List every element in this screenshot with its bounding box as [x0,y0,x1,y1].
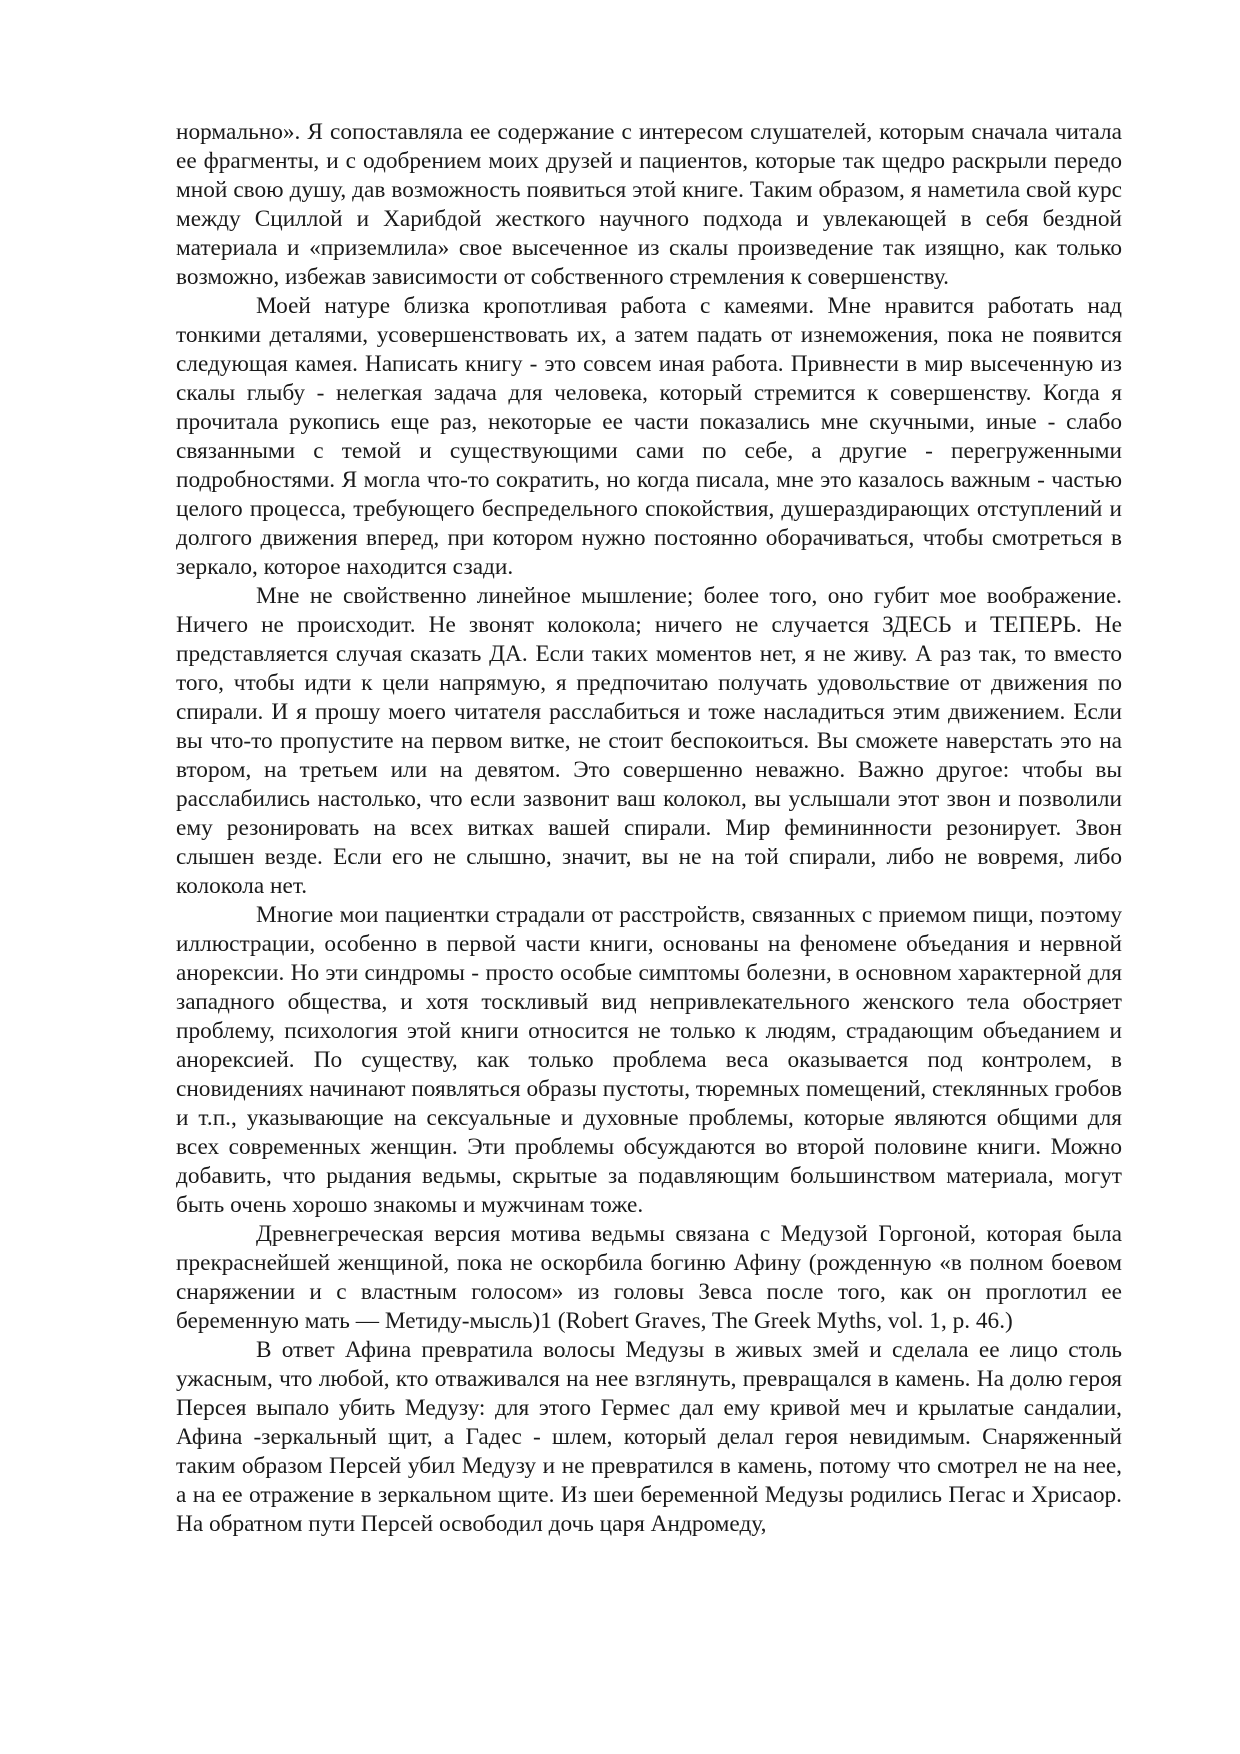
paragraph-medusa-myth: Древнегреческая версия мотива ведьмы связана с Медузой Горгоной, которая была прекраснейшей женщиной, пока не оскорбила богиню Афину (рожденную «в полном боевом снаряжении и с властным голосом» из головы Зевса после того, как он проглотил ее беременную мать — Метиду-мысль)1 (Robert Graves, The Greek Myths, vol. 1, p. 46.) [176,1221,1122,1334]
document-page [176,118,1122,1539]
paragraph-spiral-thinking: Мне не свойственно линейное мышление; более того, оно губит мое воображение. Ничего не происходит. Не звонят колокола; ничего не случается ЗДЕСЬ и ТЕПЕРЬ. Не представляется случая сказать ДА. Если таких моментов нет, я не живу. А раз так, то вместо того, чтобы идти к цели напрямую, я предпочитаю получать удовольствие от движения по спирали. И я прошу моего читателя расслабиться и тоже насладиться этим движением. Если вы что-то пропустите на первом витке, не стоит беспокоиться. Вы сможете наверстать это на втором, на третьем или на девятом. Это совершенно неважно. Важно другое: чтобы вы расслабились настолько, что если зазвонит ваш колокол, вы услышали этот звон и позволили ему резонировать на всех витках вашей спирали. Мир фемининности резонирует. Звон слышен везде. Если его не слышно, значит, вы не на той спирали, либо не вовремя, либо колокола нет. [176,583,1122,899]
paragraph-cameo-work: Моей натуре близка кропотливая работа с камеями. Мне нравится работать над тонкими деталями, усовершенствовать их, а затем падать от изнеможения, пока не появится следующая камея. Написать книгу - это совсем иная работа. Привнести в мир высеченную из скалы глыбу - нелегкая задача для человека, который стремится к совершенству. Когда я прочитала рукопись еще раз, некоторые ее части показались мне скучными, иные - слабо связанными с темой и существующими сами по себе, а другие - перегруженными подробностями. Я могла что-то сократить, но когда писала, мне это казалось важным - частью целого процесса, требующего беспредельного спокойствия, душераздирающих отступлений и долгого движения вперед, при котором нужно постоянно оборачиваться, чтобы смотреться в зеркало, которое находится сзади. [176,293,1122,580]
paragraph-eating-disorders: Многие мои пациентки страдали от расстройств, связанных с приемом пищи, поэтому иллюстрации, особенно в первой части книги, основаны на феномене объедания и нервной анорексии. Но эти синдромы - просто особые симптомы болезни, в основном характерной для западного общества, и хотя тоскливый вид непривлекательного женского тела обостряет проблему, психология этой книги относится не только к людям, страдающим объеданием и анорексией. По существу, как только проблема веса оказывается под контролем, в сновидениях начинают появляться образы пустоты, тюремных помещений, стеклянных гробов и т.п., указывающие на сексуальные и духовные проблемы, которые являются общими для всех современных женщин. Эти проблемы обсуждаются во второй половине книги. Можно добавить, что рыдания ведьмы, скрытые за подавляющим большинством материала, могут быть очень хорошо знакомы и мужчинам тоже. [176,902,1122,1218]
paragraph-perseus: В ответ Афина превратила волосы Медузы в живых змей и сделала ее лицо столь ужасным, что любой, кто отваживался на нее взглянуть, превращался в камень. На долю героя Персея выпало убить Медузу: для этого Гермес дал ему кривой меч и крылатые сандалии, Афина -зеркальный щит, а Гадес - шлем, который делал героя невидимым. Снаряженный таким образом Персей убил Медузу и не превратился в камень, потому что смотрел не на нее, а на ее отражение в зеркальном щите. Из шеи беременной Медузы родились Пегас и Хрисаор. На обратном пути Персей освободил дочь царя Андромеду, [176,1337,1122,1537]
paragraph-continuation: нормально». Я сопоставляла ее содержание с интересом слушателей, которым сначала читала ее фрагменты, и с одобрением моих друзей и пациентов, которые так щедро раскрыли передо мной свою душу, дав возможность появиться этой книге. Таким образом, я наметила свой курс между Сциллой и Харибдой жесткого научного подхода и увлекающей в себя бездной материала и «приземлила» свое высеченное из скалы произведение так изящно, как только возможно, избежав зависимости от собственного стремления к совершенству. [176,119,1122,290]
